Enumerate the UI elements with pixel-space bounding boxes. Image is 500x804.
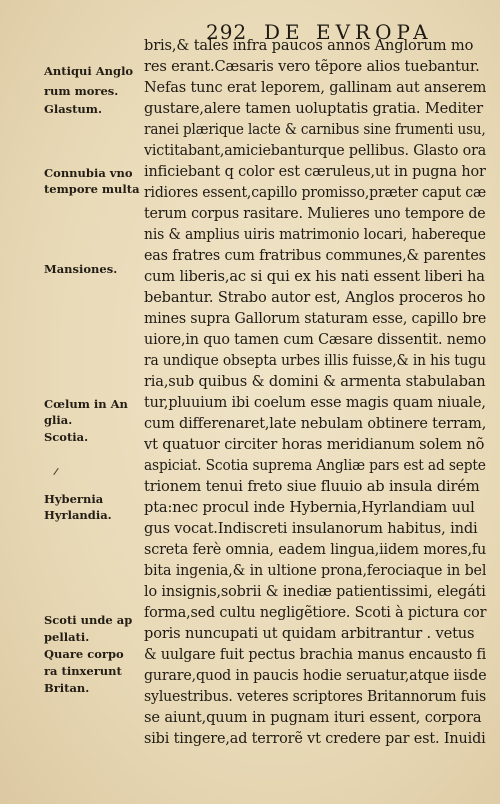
text-line: mines supra Gallorum staturam esse, capillo bre [144,310,487,327]
margin-note: Cœlum in An [44,397,128,411]
margin-note: Connubia vno [44,166,133,180]
text-line: cum liberis,ac si qui ex his nati essent liberi ha [144,268,485,285]
margin-note: glia. [44,413,73,427]
text-line: gurare,quod in paucis hodie seruatur,atque iisde [144,667,487,684]
margin-note: rum mores. [44,84,119,98]
margin-note: Scoti unde ap [44,613,133,627]
text-line: terum corpus rasitare. Mulieres uno tempore de [144,205,486,222]
text-line: cum differenaret,late nebulam obtinere terram, [144,415,487,432]
margin-note: Glastum. [44,102,102,116]
margin-note: ra tinxerunt [44,664,122,678]
text-line: tur,pluuium ibi coelum esse magis quam niuale, [144,394,486,411]
text-line: se aiunt,quum in pugnam ituri essent, corpora [144,709,482,726]
margin-note: Britan. [44,681,90,695]
margin-note: Mansiones. [44,262,118,276]
text-line: sibi tingere,ad terrorẽ vt credere par est. Inuidi [144,730,486,747]
text-line: pta:nec procul inde Hybernia,Hyrlandiam uul [144,499,475,516]
margin-note: tempore multa [44,182,140,196]
margin-note: Scotia. [44,430,89,444]
text-line: aspiciat. Scotia suprema Angliæ pars est ad septe [144,457,486,474]
text-line: victitabant,amiciebanturque pellibus. Glasto ora [144,142,487,159]
text-line: screta ferè omnia, eadem lingua,iidem mores,fu [144,541,487,558]
text-line: ridiores essent,capillo promisso,præter caput cæ [144,184,486,201]
text-line: res erant.Cæsaris vero tẽpore alios tuebantur. [144,58,480,75]
text-line: ranei plærique lacte & carnibus sine frumenti usu, [144,121,486,138]
text-line: ra undique obsepta urbes illis fuisse,& in his tugu [144,352,486,369]
page-number: 292 [206,20,248,44]
text-line: bebantur. Strabo autor est, Anglos proceros ho [144,289,486,306]
text-line: poris nuncupati ut quidam arbitrantur . vetus [144,625,475,642]
text-line: forma,sed cultu negligẽtiore. Scoti à pictura cor [144,604,487,621]
text-line: Nefas tunc erat leporem, gallinam aut anserem [144,79,487,96]
text-line: syluestribus. veteres scriptores Britannorum fuis [144,688,487,705]
text-line: bita ingenia,& in ultione prona,ferociaque in bel [144,562,487,579]
text-line: ria,sub quibus & domini & armenta stabulaban [144,373,486,390]
text-line: lo insignis,sobrii & inediæ patientissimi, elegáti [144,583,486,600]
margin-note: Antiqui Anglo [44,64,134,78]
running-head: DE EVROPA [264,20,433,44]
text-line: vt quatuor circiter horas meridianum solem nõ [144,436,485,453]
margin-mark [53,468,58,475]
text-line: gus vocat.Indiscreti insulanorum habitus, indi [144,520,478,537]
margin-note: Quare corpo [44,647,124,661]
text-line: inficiebant q color est cæruleus,ut in pugna hor [144,163,486,180]
margin-note: Hybernia [44,492,104,506]
text-line: trionem tenui freto siue fluuio ab insula dirém [144,478,480,495]
text-line: eas fratres cum fratribus communes,& parentes [144,247,486,264]
margin-note: Hyrlandia. [44,508,112,522]
text-line: nis & amplius uiris matrimonio locari, habereque [144,226,486,243]
text-line: gustare,alere tamen uoluptatis gratia. Mediter [144,100,483,117]
text-line: bris,& tales infra paucos annos Anglorum mo [144,37,474,54]
margin-note: pellati. [44,630,90,644]
text-line: uiore,in quo tamen cum Cæsare dissentit. nemo [144,331,487,348]
text-line: & uulgare fuit pectus brachia manus encausto fi [144,646,487,663]
